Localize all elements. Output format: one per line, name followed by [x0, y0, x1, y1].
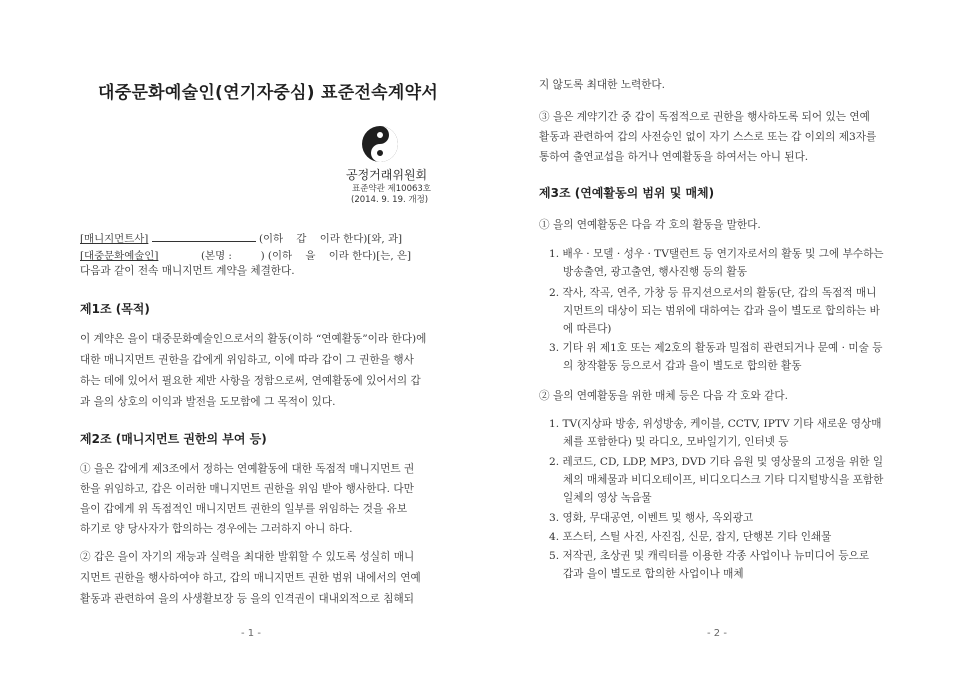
- article-2-p2-line: 지먼트 권한을 행사하여야 하고, 갑의 매니지먼트 권한 범위 내에서의 연예: [80, 572, 421, 584]
- article-2-heading: 제2조 (매니지먼트 권한의 부여 등): [80, 432, 267, 446]
- article-2-p1-line: 하기로 양 당사자가 합의하는 경우에는 그러하지 아니 하다.: [80, 523, 353, 535]
- media-item-2-cont: 일체의 영상 녹음물: [563, 492, 652, 504]
- page-2: [483, 0, 966, 683]
- activity-item-2-cont: 에 따른다): [563, 323, 612, 335]
- article-2-p3-line: 활동과 관련하여 갑의 사전승인 없이 자기 스스로 또는 갑 이외의 제3자를: [539, 131, 877, 143]
- article-1-line: 하는 데에 있어서 필요한 제반 사항을 정함으로써, 연예활동에 있어서의 갑: [80, 375, 421, 387]
- article-2-p1-line: 한을 위임하고, 갑은 이러한 매니지먼트 권한을 위임 받아 행사한다. 다만: [80, 483, 414, 495]
- activity-item-1: 1. 배우 · 모델 · 성우 · TV탤런트 등 연기자로서의 활동 및 그에 부수하는: [549, 248, 884, 260]
- article-2-p3-line: ③ 을은 계약기간 중 갑이 독점적으로 권한을 행사하도록 되어 있는 연예: [539, 111, 870, 123]
- artist-label: [대중문화예술인]: [80, 250, 159, 262]
- article-1-heading: 제1조 (목적): [80, 302, 150, 316]
- party-a-suffix: 이라 한다)[와, 과]: [319, 233, 403, 245]
- org-name: 공정거래위원회: [346, 168, 428, 182]
- article-3-p1: ① 을의 연예활동은 다음 각 호의 활동을 말한다.: [539, 219, 761, 231]
- management-label: [매니지먼트사]: [80, 233, 149, 245]
- blank-line: [152, 231, 256, 242]
- article-1-line: 이 계약은 을이 대중문화예술인으로서의 활동(이하 “연예활동”이라 한다)에: [80, 333, 427, 345]
- activity-item-3: 3. 기타 위 제1호 또는 제2호의 활동과 밀접히 관련되거나 문예 · 미술 등: [549, 342, 883, 354]
- real-name-label: (본명 :: [201, 250, 232, 262]
- org-code: 표준약관 제10063호: [352, 184, 432, 194]
- org-date: (2014. 9. 19. 개정): [351, 195, 429, 205]
- media-item-2: 2. 레코드, CD, LDP, MP3, DVD 기타 음원 및 영상물의 고정을 위한 일: [549, 456, 884, 468]
- activity-item-2-cont: 지먼트의 대상이 되는 범위에 대하여는 갑과 을이 별도로 합의하는 바: [563, 305, 880, 317]
- party-b-name: 을: [305, 250, 316, 262]
- media-item-4: 4. 포스터, 스틸 사진, 사진집, 신문, 잡지, 단행본 기타 인쇄물: [549, 531, 832, 543]
- article-3-heading: 제3조 (연예활동의 범위 및 매체): [539, 186, 715, 200]
- ftc-emblem-icon: [360, 124, 400, 164]
- article-2-p3-line: 통하여 출연교섭을 하거나 연예활동을 하여서는 아니 된다.: [539, 151, 809, 163]
- media-item-2-cont: 체의 매체물과 비디오테이프, 비디오디스크 기타 디지털방식을 포함한: [563, 474, 884, 486]
- article-1-line: 과 을의 상호의 이익과 발전을 도모함에 그 목적이 있다.: [80, 396, 336, 408]
- media-item-5-cont: 갑과 을이 별도로 합의한 사업이나 매체: [563, 568, 744, 580]
- article-2-p1-line: ① 을은 갑에게 제3조에서 정하는 연예활동에 대한 독점적 매니지먼트 권: [80, 463, 415, 475]
- media-item-1-cont: 체를 포함한다) 및 라디오, 모바일기기, 인터넷 등: [563, 436, 789, 448]
- activity-item-3-cont: 의 창작활동 등으로서 갑과 을이 별도로 합의한 활동: [563, 360, 802, 372]
- article-3-p2: ② 을의 연예활동을 위한 매체 등은 다음 각 호와 같다.: [539, 390, 788, 402]
- party-a-prefix: (이하: [258, 233, 284, 245]
- parties-agreement: 다음과 같이 전속 매니지먼트 계약을 체결한다.: [80, 265, 295, 277]
- article-2-p2-line: ② 갑은 을이 자기의 재능과 실력을 최대한 발휘할 수 있도록 성실히 매니: [80, 551, 415, 563]
- page-number: - 2 -: [707, 628, 727, 639]
- article-2-p2-line: 활동과 관련하여 을의 사생활보장 등 을의 인격권이 대내외적으로 침해되: [80, 593, 414, 605]
- continued-text: 지 않도록 최대한 노력한다.: [539, 79, 666, 91]
- article-1-line: 대한 매니지먼트 권한을 갑에게 위임하고, 이에 따라 갑이 그 권한을 행사: [80, 354, 414, 366]
- contract-title: 대중문화예술인(연기자중심) 표준전속계약서: [98, 83, 439, 103]
- page-number: - 1 -: [241, 628, 261, 639]
- party-b-prefix: ) (이하: [260, 250, 293, 262]
- media-item-1: 1. TV(지상파 방송, 위성방송, 케이블, CCTV, IPTV 기타 새로운 영상매: [549, 418, 882, 430]
- activity-item-2: 2. 작사, 작곡, 연주, 가창 등 뮤지션으로서의 활동(단, 갑의 독점적 매니: [549, 287, 877, 299]
- activity-item-1-cont: 방송출연, 광고출연, 행사진행 등의 활동: [563, 266, 747, 278]
- media-item-3: 3. 영화, 무대공연, 이벤트 및 행사, 옥외광고: [549, 512, 754, 524]
- article-2-p1-line: 을이 갑에게 위 독점적인 매니지먼트 권한의 일부를 위임하는 것을 유보: [80, 503, 408, 515]
- party-line-1: [80, 230, 402, 245]
- media-item-5: 5. 저작권, 초상권 및 캐릭터를 이용한 각종 사업이나 뉴미디어 등으로: [549, 550, 870, 562]
- party-b-suffix: 이라 한다)[는, 은]: [328, 250, 412, 262]
- party-line-2: [80, 247, 411, 262]
- party-a-name: 갑: [296, 233, 307, 245]
